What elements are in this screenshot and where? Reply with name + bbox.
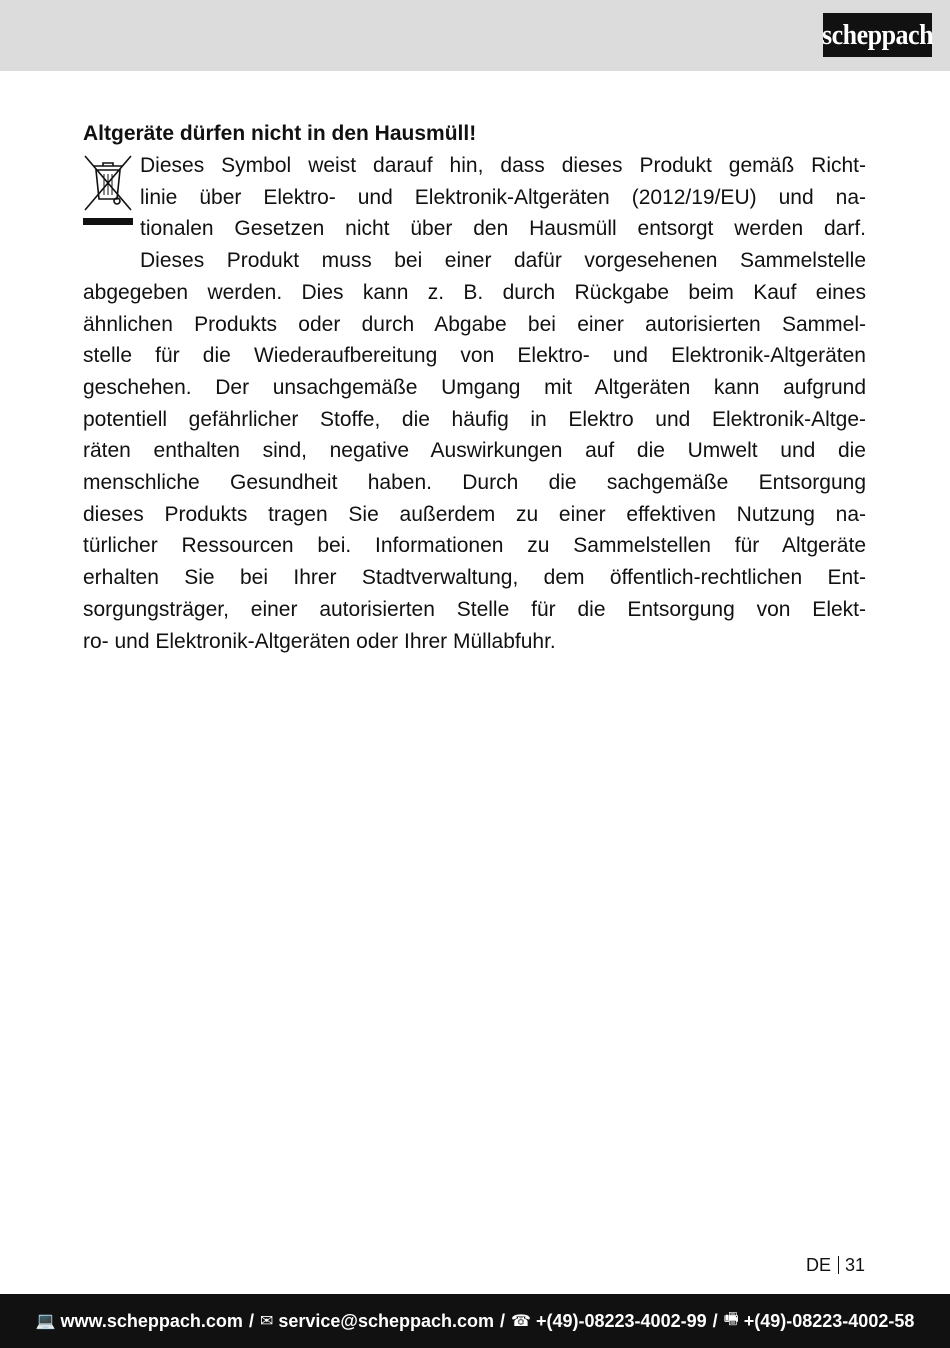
website-link[interactable]: www.scheppach.com bbox=[60, 1310, 243, 1331]
fax-number: +(49)-08223-4002-58 bbox=[743, 1310, 915, 1331]
paragraph-line: türlicher Ressourcen bei. Informationen zu Sammelstellen für Altgeräte bbox=[83, 534, 866, 558]
paragraph-line: stelle für die Wiederaufbereitung von Elektro- und Elektronik-Altgeräten bbox=[83, 344, 866, 368]
paragraph-line: ro- und Elektronik-Altgeräten oder Ihrer Müllabfuhr. bbox=[83, 629, 556, 653]
footer-separator: / bbox=[500, 1310, 506, 1331]
section-heading: Altgeräte dürfen nicht in den Hausmüll! bbox=[83, 122, 477, 145]
paragraph-line: sorgungsträger, einer autorisierten Stelle für die Entsorgung von Elekt- bbox=[83, 597, 866, 621]
paragraph-line: erhalten Sie bei Ihrer Stadtverwaltung, dem öffentlich-rechtlichen Ent- bbox=[83, 566, 866, 590]
language-code: DE bbox=[805, 1255, 831, 1275]
crossed-out-wheelie-bin-icon bbox=[83, 154, 133, 226]
computer-icon: 💻 bbox=[35, 1313, 56, 1330]
mail-icon: ✉ bbox=[259, 1313, 274, 1330]
paragraph-line: tionalen Gesetzen nicht über den Hausmüll entsorgt werden darf. bbox=[140, 217, 866, 241]
page-indicator bbox=[806, 1254, 865, 1276]
disposal-section bbox=[83, 118, 866, 657]
paragraph-line: Dieses Symbol weist darauf hin, dass dieses Produkt gemäß Richt- bbox=[140, 154, 866, 177]
page-separator bbox=[838, 1256, 839, 1274]
paragraph-line: linie über Elektro- und Elektronik-Altgeräten (2012/19/EU) und na- bbox=[140, 185, 866, 209]
symbol-paragraph bbox=[83, 150, 866, 277]
paragraph-line: Dieses Produkt muss bei einer dafür vorgesehenen Sammelstelle bbox=[140, 249, 866, 273]
header-band bbox=[0, 0, 950, 71]
phone-icon: ☎ bbox=[511, 1313, 531, 1330]
footer-separator: / bbox=[712, 1310, 718, 1331]
email-link[interactable]: service@scheppach.com bbox=[278, 1310, 495, 1331]
fax-icon: 🖷 bbox=[723, 1310, 739, 1328]
paragraph-line: ähnlichen Produkts oder durch Abgabe bei einer autorisierten Sammel- bbox=[83, 312, 866, 336]
paragraph-line: abgegeben werden. Dies kann z. B. durch Rückgabe beim Kauf eines bbox=[83, 280, 866, 304]
phone-number[interactable]: +(49)-08223-4002-99 bbox=[535, 1310, 707, 1331]
paragraph-line: geschehen. Der unsachgemäße Umgang mit Altgeräten kann aufgrund bbox=[83, 375, 866, 399]
paragraph-line: dieses Produkts tragen Sie außerdem zu einer effektiven Nutzung na- bbox=[83, 502, 866, 526]
brand-logo: scheppach bbox=[823, 13, 932, 57]
contact-footer bbox=[0, 1294, 950, 1348]
paragraph-line: menschliche Gesundheit haben. Durch die sachgemäße Entsorgung bbox=[83, 471, 866, 495]
footer-separator: / bbox=[248, 1310, 254, 1331]
paragraph-line: potentiell gefährlicher Stoffe, die häufig in Elektro und Elektronik-Altge- bbox=[83, 407, 866, 431]
paragraph-line: räten enthalten sind, negative Auswirkungen auf die Umwelt und die bbox=[83, 439, 866, 463]
page-number: 31 bbox=[844, 1255, 865, 1275]
